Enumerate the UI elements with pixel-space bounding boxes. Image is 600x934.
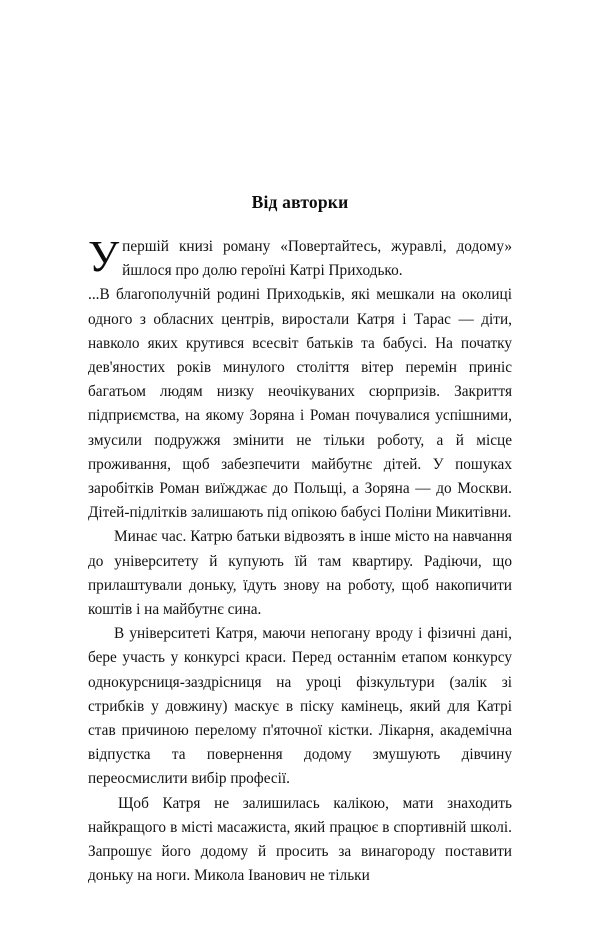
page-title: Від авторки [251,192,349,212]
paragraph-3: Минає час. Катрю батьки відвозять в інше місто на навчання до університету й купують їй там квартиру. Радіючи, що прилаштували доньку, їдуть знову на роботу, щоб накопичити коштів і на майбутнє сина. [88,528,512,619]
paragraph-4: В університеті Катря, маючи непогану вроду і фізичні дані, бере участь у конкурсі краси. Перед останнім етапом конкурсу однокурсниця-заздрісниця на уроці фізкультури (залік зі стрибків у довжину) маскує в піску камінець, який для Катрі став причиною перелому п'яточної кістки. Лікарня, академічна відпустка та повернення додому змушують дівчину переосмислити вибір професії. [88,625,512,788]
paragraph-5: Щоб Катря не залишилась калікою, мати знаходить найкращого в місті масажиста, який працює в спортивній школі. Запрошує його додому й просить за винагороду поставити доньку на ноги. Микола Іванович не тільки [88,794,512,885]
paragraph-2: ...В благополучній родині Приходьків, які мешкали на околиці одного з обласних центрів, виростали Катря і Тарас — діти, навколо яких крутився всесвіт батьків та бабусі. На початку дев'яностих років минулого століття вітер перемін приніс багатьом людям низку неочікуваних сюрпризів. Закриття підприємства, на якому Зоряна і Роман почувалися успішними, змусили подружжя змінити не тільки роботу, а й місце проживання, щоб забезпечити майбутнє дітей. У пошуках заробітків Роман виїжджає до Польщі, а Зоряна — до Москви. Дітей-підлітків залишають під опікою бабусі Поліни Микитівни. [88,286,512,522]
drop-cap: У [88,232,120,281]
paragraph-1 [88,232,512,283]
page-content [88,192,512,888]
paragraph-1-text: першій книзі роману «Повертайтесь, журавлі, додому» йшлося про долю героїні Катрі Приходько. [122,238,512,280]
